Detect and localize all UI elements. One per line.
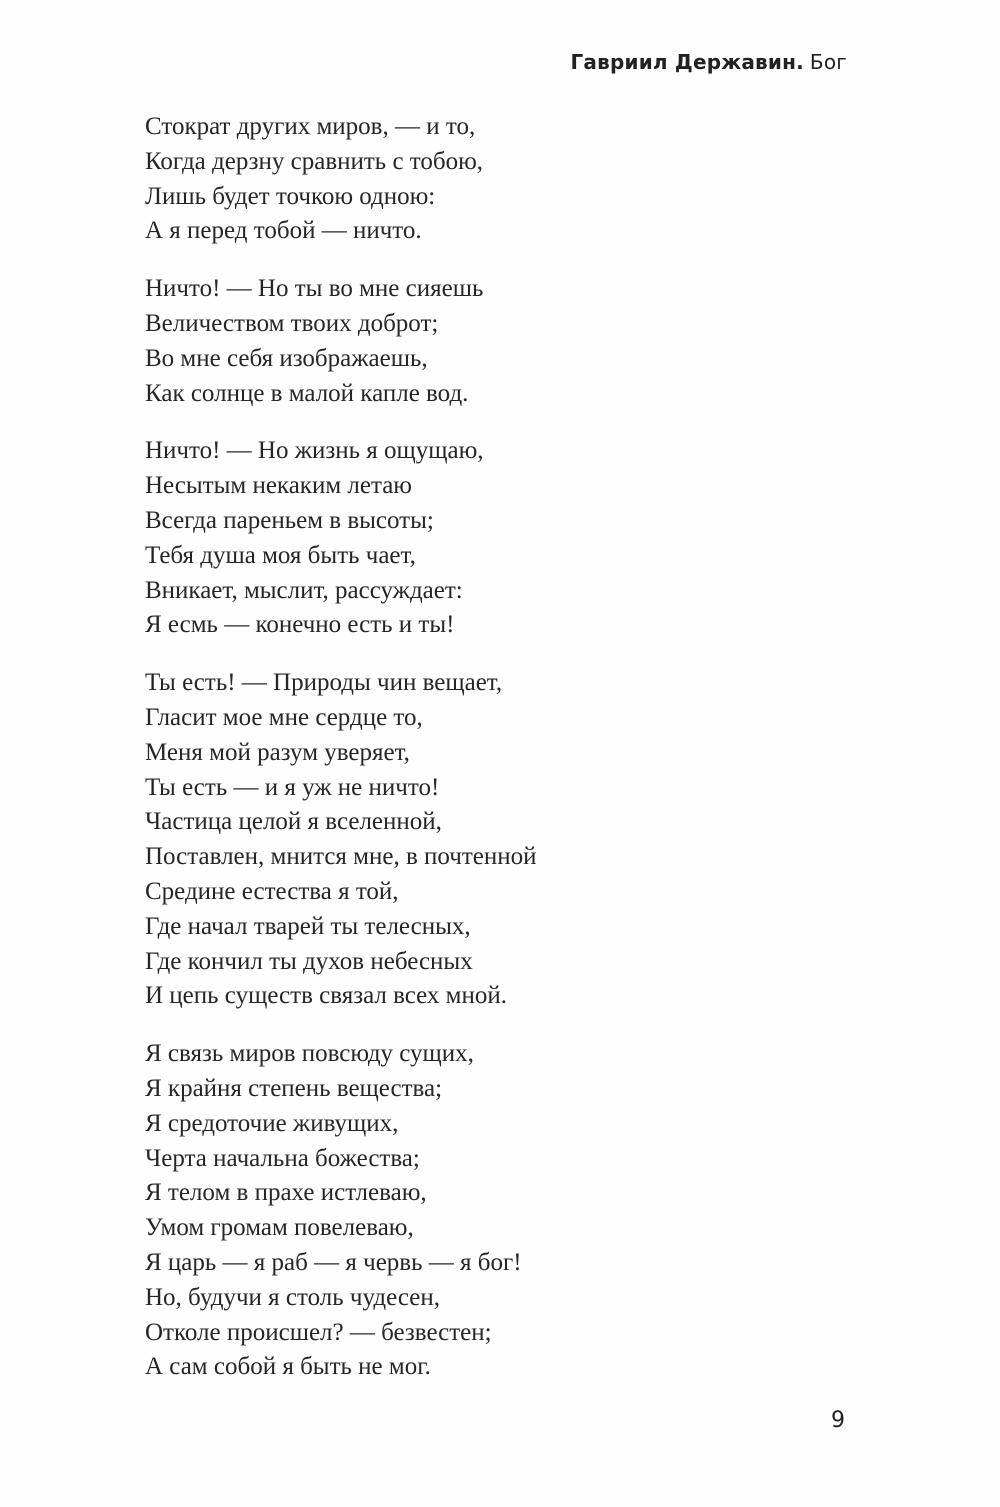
poem-line: Как солнце в малой капле вод.	[145, 379, 469, 407]
poem-line: Я царь — я раб — я червь — я бог!	[145, 1248, 522, 1276]
poem-line: Черта начальна божества;	[145, 1144, 420, 1172]
poem-line: А я перед тобой — ничто.	[145, 217, 422, 245]
poem-line: Величеством твоих доброт;	[145, 309, 439, 337]
poem-line: Ничто! — Но ты во мне сияешь	[145, 275, 484, 303]
poem-line: Стократ других миров, — и то,	[145, 113, 476, 140]
poem-line: Средине естества я той,	[145, 877, 399, 905]
poem-line: Ты есть! — Природы чин вещает,	[145, 669, 503, 697]
poem-stanza	[145, 110, 537, 249]
poem-line: Но, будучи я столь чудесен,	[145, 1283, 440, 1311]
poem-line: Когда дерзну сравнить с тобою,	[145, 147, 484, 175]
poem-line: Несытым некаким летаю	[145, 472, 412, 500]
poem-stanza	[145, 272, 537, 411]
poem-line: Поставлен, мнится мне, в почтенной	[145, 843, 537, 871]
poem-line: Всегда пареньем в высоты;	[145, 506, 434, 534]
poem-line: Вникает, мыслит, рассуждает:	[145, 576, 463, 604]
poem-line: Отколе происшел? — безвестен;	[145, 1318, 492, 1346]
poem-body	[145, 110, 537, 1408]
poem-line: Я есмь — конечно есть и ты!	[145, 611, 455, 639]
header-author: Гавриил Державин.	[570, 50, 804, 74]
running-header	[570, 50, 847, 74]
poem-line: Ты есть — и я уж не ничто!	[145, 773, 440, 801]
poem-stanza	[145, 434, 537, 643]
header-title: Бог	[809, 50, 847, 74]
poem-line: Где кончил ты духов небесных	[145, 947, 473, 975]
poem-line: Я средоточие живущих,	[145, 1109, 399, 1137]
poem-line: Умом громам повелеваю,	[145, 1214, 414, 1242]
poem-line: Где начал тварей ты телесных,	[145, 912, 471, 940]
poem-line: Гласит мое мне сердце то,	[145, 703, 423, 731]
poem-line: Я связь миров повсюду сущих,	[145, 1040, 474, 1068]
poem-line: Тебя душа моя быть чает,	[145, 541, 416, 569]
poem-line: Лишь будет точкою одною:	[145, 182, 436, 210]
poem-stanza	[145, 666, 537, 1014]
poem-line: Меня мой разум уверяет,	[145, 738, 410, 766]
poem-line: Ничто! — Но жизнь я ощущаю,	[145, 437, 484, 465]
poem-line: И цепь существ связал всех мной.	[145, 982, 508, 1010]
poem-line: Частица целой я вселенной,	[145, 808, 442, 836]
page-number: 9	[831, 1408, 845, 1433]
poem-stanza	[145, 1037, 537, 1385]
poem-line: Я крайня степень вещества;	[145, 1074, 443, 1102]
poem-line: Я телом в прахе истлеваю,	[145, 1179, 427, 1207]
poem-line: А сам собой я быть не мог.	[145, 1353, 431, 1381]
poem-line: Во мне себя изображаешь,	[145, 344, 428, 372]
